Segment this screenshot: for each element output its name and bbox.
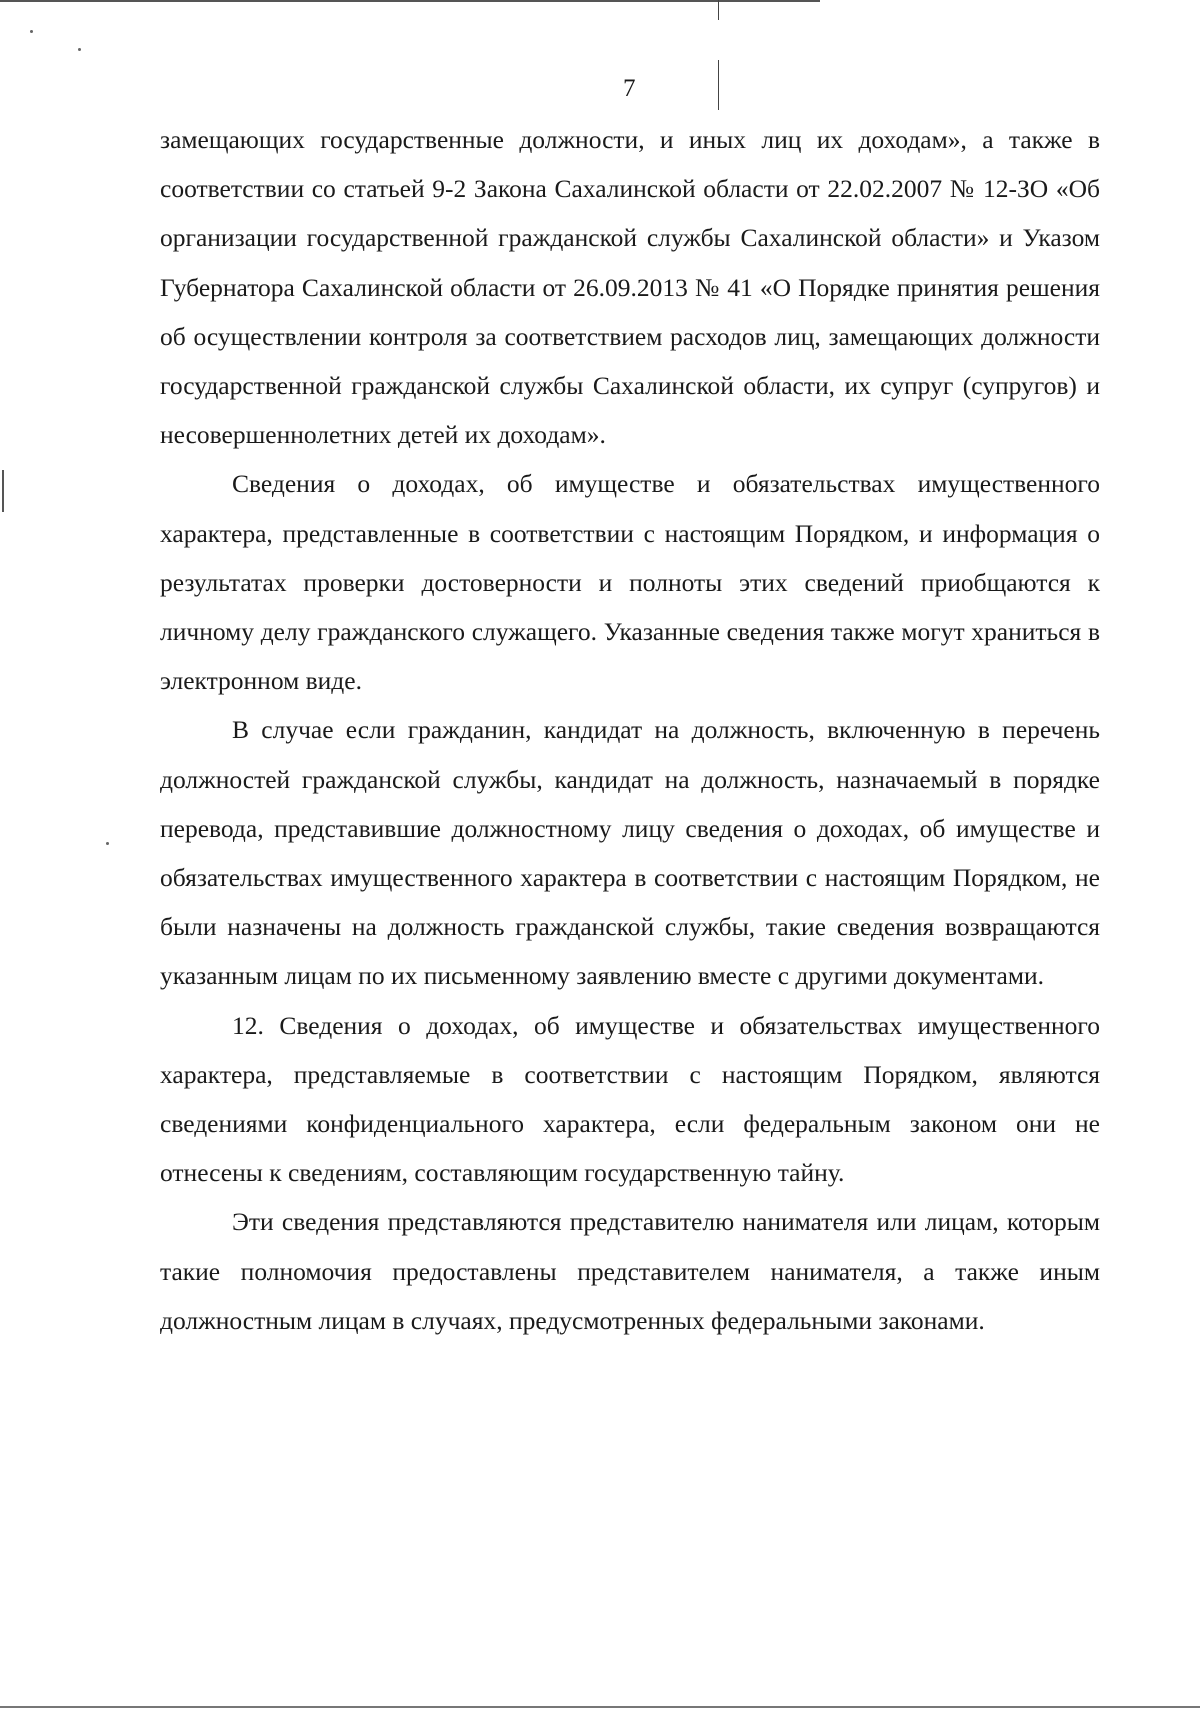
scan-edge-bottom [0,1706,1200,1708]
page-number: 7 [623,75,636,102]
scan-crease [718,0,719,20]
paragraph-disclosure: Эти сведения представляются представителю нанимателя или лицам, которым такие полномочия предоставлены представителем нанимателя, а также иным должностным лицам в случаях, предусмотренных федеральными законами. [160,1207,1100,1335]
paragraph-return-of-information: В случае если гражданин, кандидат на должность, включенную в перечень должностей гражданской службы, кандидат на должность, назначаемый в порядке перевода, представившие должностному лицу сведения о доходах, об имуществе и обязательствах имущественного характера в соответствии с настоящим Порядком, не были назначены на должность гражданской службы, такие сведения возвращаются указанным лицам по их письменному заявлению вместе с другими документами. [160,715,1100,991]
paragraph-continuation: замещающих государственные должности, и иных лиц их доходам», а также в соответствии со статьей 9-2 Закона Сахалинской области от 22.02.2007 № 12-ЗО «Об организации государственной гражданской службы Сахалинской области» и Указом Губернатора Сахалинской области от 26.09.2013 № 41 «О Порядке принятия решения об осуществлении контроля за соответствием расходов лиц, замещающих должности государственной гражданской службы Сахалинской области, их супруг (супругов) и несовершеннолетних детей их доходам». [160,125,1100,450]
scan-crease [718,60,719,110]
body-text [160,115,1100,1345]
paragraph-storage-of-information: Сведения о доходах, об имуществе и обязательствах имущественного характера, представленные в соответствии с настоящим Порядком, и информация о результатах проверки достоверности и полноты этих сведений приобщаются к личному делу гражданского служащего. Указанные сведения также могут храниться в электронном виде. [160,469,1100,696]
scan-speck [78,48,81,51]
scan-speck [106,842,109,845]
scan-edge-top [0,0,820,2]
scan-mark-left [2,470,4,512]
paragraph-item-12: 12. Сведения о доходах, об имуществе и обязательствах имущественного характера, представляемые в соответствии с настоящим Порядком, являются сведениями конфиденциального характера, если федеральным законом они не отнесены к сведениям, составляющим государственную тайну. [160,1010,1100,1188]
scan-speck [30,30,33,33]
